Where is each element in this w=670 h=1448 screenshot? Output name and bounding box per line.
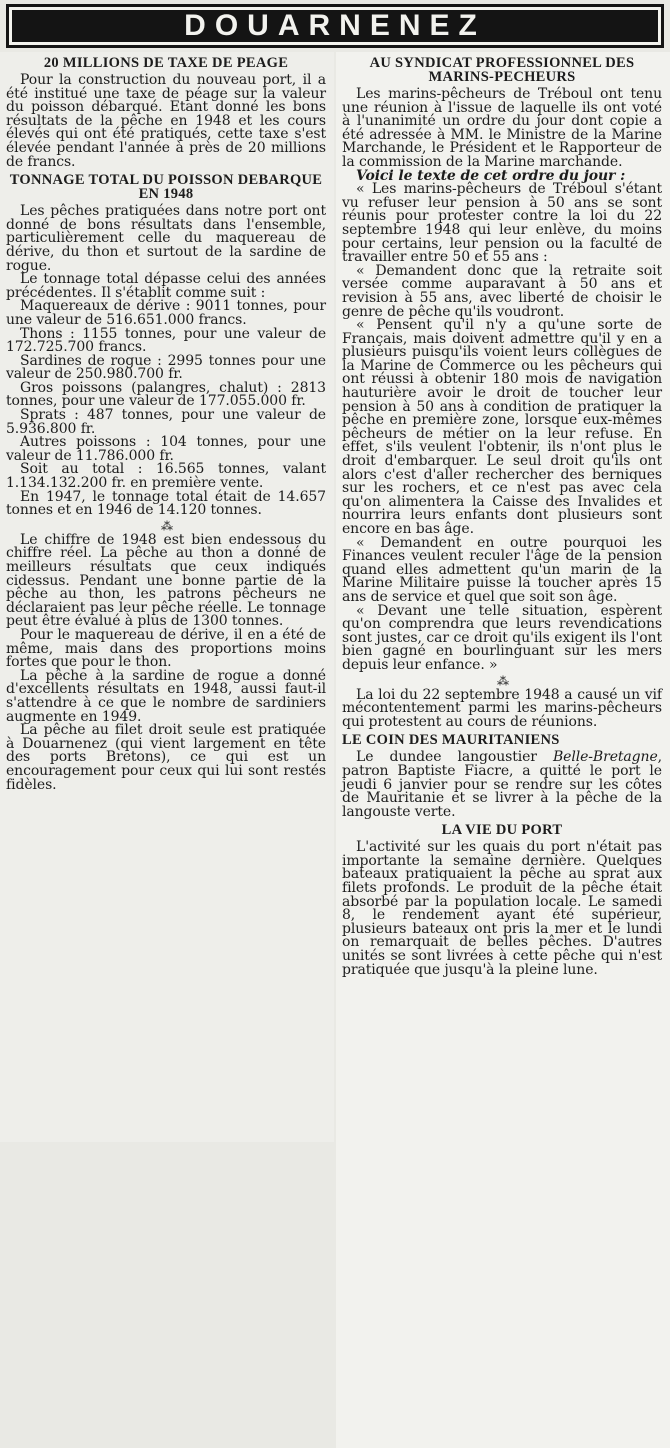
paragraph: Soit au total : 16.565 tonnes, valant 1.134.132.200 fr. en première vente. xyxy=(6,461,326,492)
paragraph: « Demandent en outre pourquoi les Finances veulent reculer l'âge de la pension quand elles admettent qu'un marin de la Marine Militaire puisse la toucher après 15 ans de service et quel que soit son âge. xyxy=(342,534,662,605)
headline-syndicat: AU SYNDICAT PROFESSIONNEL DES MARINS-PECHEURS xyxy=(369,55,635,85)
paragraph: Sprats : 487 tonnes, pour une valeur de 5.936.800 fr. xyxy=(6,407,326,437)
paragraph: L'activité sur les quais du port n'était pas importante la semaine dernière. Quelques bateaux pratiquaient la pêche au sprat aux filets profonds. Le produit de la pêche était absorbé par la population locale. Le samedi 8, le rendement ayant été supérieur, plusieurs bateaux ont pris la mer et le lundi on remarquait de belles pêches. D'autres unités se sont livrées à cette pêche qui n'est pratiquée que jusqu'à la pleine lune. xyxy=(342,839,662,978)
paragraph: La pêche à la sardine de rogue a donné d'excellents résultats en 1948, aussi faut-il s'attendre à ce que le nombre de sardiniers augmente en 1949. xyxy=(6,667,326,725)
section-separator: ⁂ xyxy=(161,518,171,533)
paragraph: Pour le maquereau de dérive, il en a été de même, mais dans des proportions moins fortes que pour le thon. xyxy=(6,626,326,671)
paragraph: Les pêches pratiquées dans notre port ont donné de bons résultats dans l'ensemble, particulièrement celle du maquereau de dérive, du thon et surtout de la sardine de rogue. xyxy=(6,203,326,274)
paragraph: « Devant une telle situation, espèrent qu'on comprendra que leurs revendications sont justes, car ce droit qu'ils exigent ils l'ont bien gagné en bourlinguant sur les mers depuis leur enfance. » xyxy=(342,602,662,673)
paragraph: Autres poissons : 104 tonnes, pour une valeur de 11.786.000 fr. xyxy=(6,434,326,464)
paragraph: Gros poissons (palangres, chalut) : 2813 tonnes, pour une valeur de 177.055.000 fr. xyxy=(6,379,326,410)
paragraph: Voici le texte de cet ordre du jour : xyxy=(356,167,626,184)
section-separator: ⁂ xyxy=(497,673,507,688)
headline-taxe-peage: 20 MILLIONS DE TAXE DE PEAGE xyxy=(43,55,289,71)
paragraph: Le chiffre de 1948 est bien endessous du chiffre réel. La pêche au thon a donné de meilleurs résultats que ceux indiqués cidessus. Pendant une bonne partie de la pêche au thon, les patrons pêcheurs ne déclaraient pas leur pêche réelle. Le tonnage peut être évalué à plus de 1300 tonnes. xyxy=(6,531,326,630)
paragraph: Le tonnage total dépasse celui des années précédentes. Il s'établit comme suit : xyxy=(6,271,326,301)
headline-mauritaniens: LE COIN DES MAURITANIENS xyxy=(342,732,560,749)
left-column xyxy=(6,56,326,792)
paragraph: Thons : 1155 tonnes, pour une valeur de 172.725.700 francs. xyxy=(6,325,326,356)
paragraph: Les marins-pêcheurs de Tréboul ont tenu une réunion à l'issue de laquelle ils ont voté à l'unanimité un ordre du jour dont copie a été adressée à MM. le Ministre de la Marine Marchande, le Président et le Rapporteur de la commission de la Marine marchande. xyxy=(342,86,662,170)
paragraph: Sardines de rogue : 2995 tonnes pour une valeur de 250.980.700 fr. xyxy=(6,352,326,383)
paragraph: La loi du 22 septembre 1948 a causé un vif mécontentement parmi les marins-pêcheurs qui protestent au cours de réunions. xyxy=(342,686,662,730)
right-column xyxy=(342,56,662,977)
boat-name: Belle-Bretagne xyxy=(552,749,658,766)
headline-tonnage-total: TONNAGE TOTAL DU POISSON DEBARQUE EN 1948 xyxy=(9,172,323,203)
headline-vie-du-port: LA VIE DU PORT xyxy=(441,822,563,839)
masthead-banner xyxy=(6,4,664,48)
paragraph: En 1947, le tonnage total était de 14.657 tonnes et en 1946 de 14.120 tonnes. xyxy=(6,488,326,519)
paragraph xyxy=(342,751,662,819)
paragraph: « Les marins-pêcheurs de Tréboul s'étant vu refuser leur pension à 50 ans se sont réunis pour protester contre la loi du 22 septembre 1948 qui leur enlève, du moins pour certains, leur pension ou la faculté de travailler entre 50 et 55 ans : xyxy=(342,181,662,266)
paragraph: « Pensent qu'il n'y a qu'une sorte de Français, mais doivent admettre qu'il y en a plusieurs puisqu'ils voient leurs collègues de la Marine de Commerce ou les pêcheurs qui ont réussi à obtenir 180 mois de navigation hauturière avoir le droit de toucher leur pension à 50 ans à condition de pratiquer la pêche en première zone, lorsque eux-mêmes pêcheurs de métier on la leur refuse. En effet, s'ils veulent l'obtenir, ils n'ont plus le droit d'embarquer. Le seul droit qu'ils ont alors c'est d'aller rechercher des berniques sur les rochers, et ce n'est pas avec cela qu'on alimentera la Caisse des Invalides et nourrira leurs enfants dont plusieurs sont encore en bas âge. xyxy=(342,317,662,537)
paragraph: Pour la construction du nouveau port, il a été institué une taxe de péage sur la valeur du poisson débarqué. Etant donné les bons résultats de la pêche en 1948 et les cours élevés qui ont été pratiqués, cette taxe s'est élevée pendant l'année à près de 20 millions de francs. xyxy=(6,72,326,170)
paragraph: « Demandent donc que la retraite soit versée comme auparavant à 50 ans et revision à 55 ans, avec liberté de choisir le genre de pêche qu'ils voudront. xyxy=(342,262,662,320)
paragraph: La pêche au filet droit seule est pratiquée à Douarnenez (qui vient largement en tête des ports Bretons), ce qui est un encouragement pour ceux qui lui sont restés fidèles. xyxy=(6,722,326,793)
paragraph-part: , patron Baptiste Fiacre, a quitté le port le jeudi 6 janvier pour se rendre sur les côtes de Mauritanie et se livrer à la pêche de la langouste verte. xyxy=(342,749,662,820)
paragraph-part: Le dundee langoustier xyxy=(356,749,553,766)
paragraph: Maquereaux de dérive : 9011 tonnes, pour une valeur de 516.651.000 francs. xyxy=(6,298,326,328)
masthead-title: DOUARNENEZ xyxy=(12,10,658,42)
